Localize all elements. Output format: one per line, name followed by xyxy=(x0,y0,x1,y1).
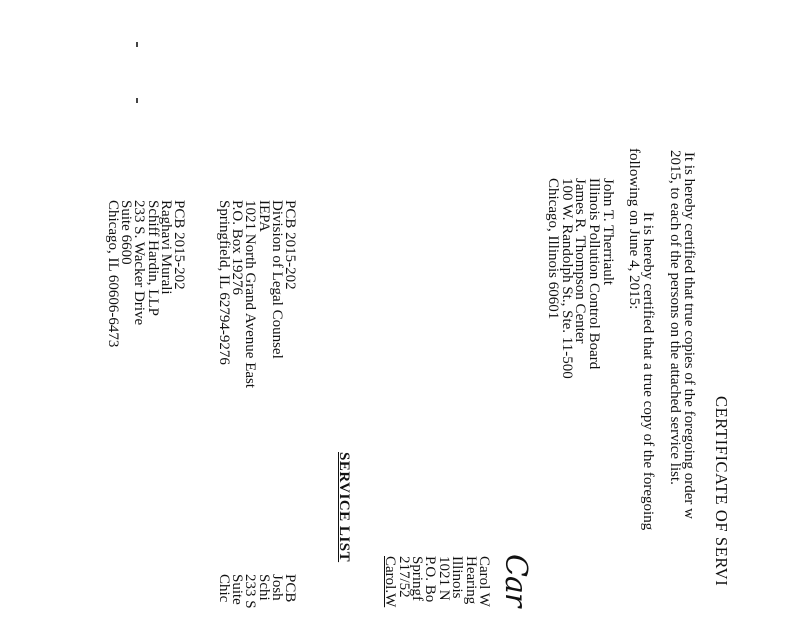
paragraph-1-line-2: 2015, to each of the persons on the attached service list. xyxy=(667,150,684,485)
recipient-line-3: James R. Thompson Center xyxy=(572,178,589,344)
handwritten-signature xyxy=(498,554,533,607)
recipient-line-2: Illinois Pollution Control Board xyxy=(586,178,603,370)
signer-line-2: Hearing xyxy=(462,556,479,605)
service-entry-right-line-6: Chic xyxy=(215,574,232,603)
service-entry-2-line-2: Raghavi Murali xyxy=(157,200,174,295)
service-list-heading xyxy=(336,452,350,562)
signature-text: Car xyxy=(498,554,533,607)
certificate-paragraph-1 xyxy=(668,152,695,519)
service-entry-2-line-3: Schiff Hardin, LLP xyxy=(144,200,161,316)
service-entry-1-line-6: Springfield, IL 62794-9276 xyxy=(215,200,232,365)
signer-line-3: Illinois xyxy=(449,556,466,599)
certificate-title-text: CERTIFICATE OF SERVI xyxy=(712,396,731,587)
certificate-title xyxy=(712,396,731,587)
service-entry-1-line-1: PCB 2015-202 xyxy=(282,200,298,290)
paragraph-1-line-1: It is hereby certified that true copies of the foregoing order w xyxy=(681,152,697,519)
service-entry-2-line-1: PCB 2015-202 xyxy=(171,200,187,290)
signer-line-1: Carol W xyxy=(476,556,492,607)
service-list-heading-text: SERVICE LIST xyxy=(336,452,352,563)
signer-block xyxy=(383,556,490,607)
scan-mark-1 xyxy=(136,42,138,47)
service-entry-right-line-2: Josh xyxy=(268,574,285,601)
service-entry-2-line-4: 233 S. Wacker Drive xyxy=(131,200,148,326)
paragraph-2-line-1: It is hereby certified that a true copy of the foregoing xyxy=(640,212,656,531)
service-entry-1-line-2: Division of Legal Counsel xyxy=(268,200,285,359)
service-entry-1-line-5: P.O. Box 19276 xyxy=(229,200,246,296)
certificate-paragraph-2 xyxy=(627,148,654,530)
recipient-line-5: Chicago, Illinois 60601 xyxy=(544,178,561,320)
signer-line-5: P.O. Bo xyxy=(422,556,439,603)
signer-line-4: 1021 N xyxy=(435,556,452,601)
service-entry-2 xyxy=(106,200,185,347)
service-entry-right-line-1: PCB xyxy=(282,574,298,603)
signer-line-6: Springf xyxy=(408,556,425,601)
service-entry-right-line-5: Suite xyxy=(229,574,246,605)
scan-mark-2 xyxy=(136,98,138,103)
service-entry-1-line-3: IEPA xyxy=(255,200,272,232)
service-entry-2-line-5: Suite 6600 xyxy=(118,200,135,265)
signer-line-7: 217/52 xyxy=(395,556,412,598)
service-entry-right xyxy=(217,574,296,609)
service-entry-right-line-4: 233 S xyxy=(242,574,259,609)
service-entry-right-line-3: Schi xyxy=(255,574,272,601)
recipient-name: John T. Therriault xyxy=(600,178,616,286)
service-entry-2-line-6: Chicago, IL 60606-6473 xyxy=(104,200,121,348)
signer-email: Carol.W xyxy=(382,556,399,608)
recipient-address-block xyxy=(545,178,614,379)
service-entry-1 xyxy=(217,200,296,388)
paragraph-2-line-2: following on June 4, 2015: xyxy=(626,148,643,310)
service-entry-1-line-4: 1021 North Grand Avenue East xyxy=(242,200,259,389)
recipient-line-4: 100 W. Randolph St., Ste. 11-500 xyxy=(558,178,575,379)
